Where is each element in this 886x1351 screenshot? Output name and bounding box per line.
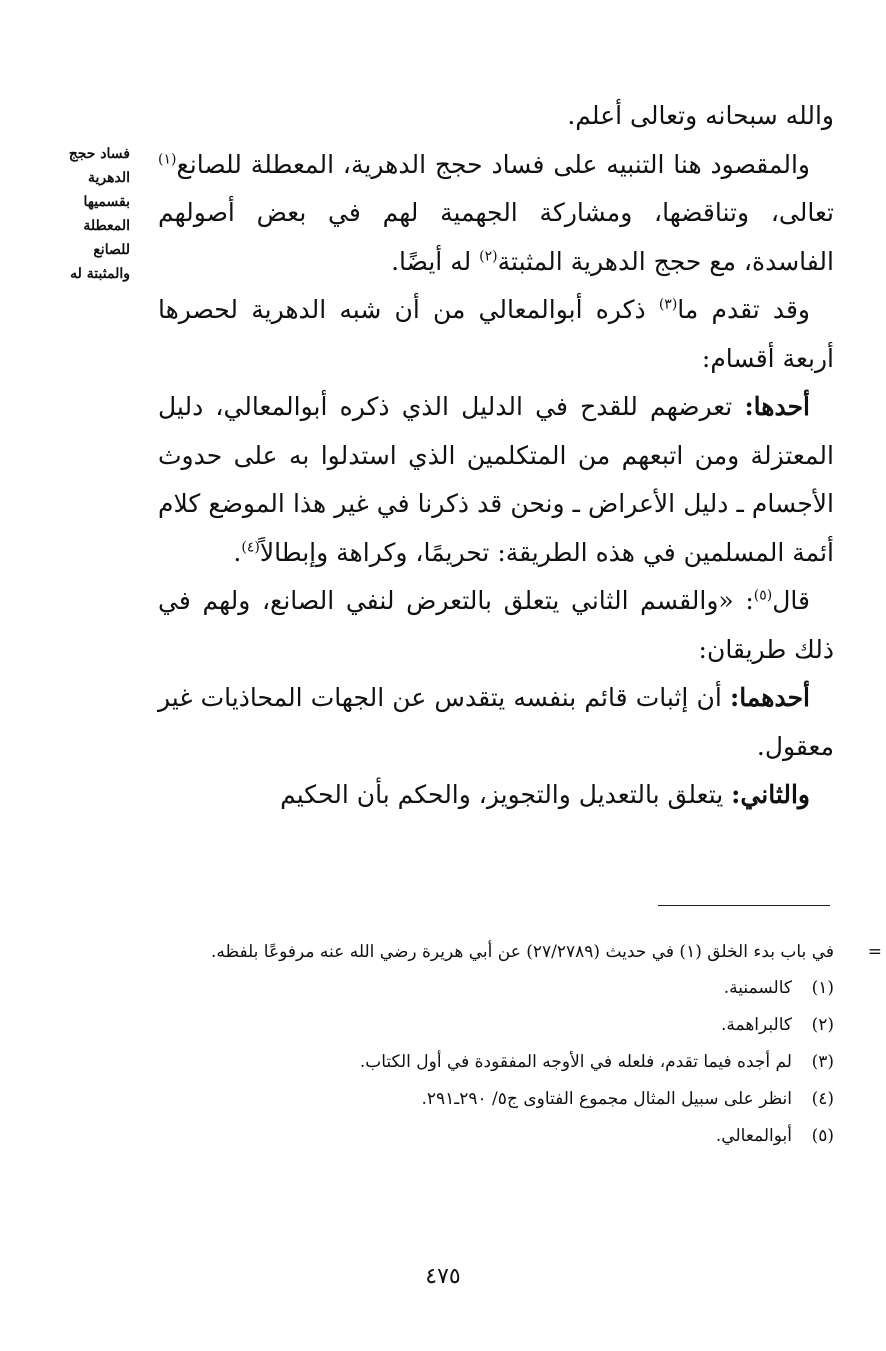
page-number: ٤٧٥	[425, 1264, 461, 1289]
footnotes	[158, 938, 882, 1159]
footnote	[158, 1122, 834, 1150]
paragraph	[158, 286, 834, 383]
margin-note-line: الدهرية	[87, 170, 130, 186]
footnote-ref[interactable]: (١)	[158, 151, 177, 168]
paragraph	[158, 141, 834, 287]
footnote-number: (٢)	[811, 1015, 834, 1035]
footnote-text: في باب بدء الخلق (١) في حديث (٢٧/٢٧٨٩) عن أبي هريرة رضي الله عنه مرفوعًا بلفظه.	[210, 942, 834, 962]
footnote-text: انظر على سبيل المثال مجموع الفتاوى ج٥/ ٢٩٠ـ٢٩١.	[421, 1089, 792, 1109]
margin-note-line: المعطلة	[83, 218, 130, 234]
footnote-text: أبوالمعالي.	[715, 1126, 792, 1146]
footnote-ref[interactable]: (٢)	[479, 248, 498, 265]
section-term: أحدها:	[744, 392, 810, 421]
footnote	[158, 1085, 834, 1113]
footnote	[158, 1011, 834, 1039]
paragraph: والله سبحانه وتعالى أعلم.	[567, 101, 834, 130]
footnote-ref[interactable]: (٥)	[753, 587, 773, 604]
section-term: والثاني:	[731, 780, 810, 809]
text-run: له أيضًا.	[391, 246, 480, 276]
text-run: ذكره أبوالمعالي من أن شبه الدهرية لحصرها أربعة أقسام:	[158, 295, 834, 373]
margin-note-line: للصانع	[93, 242, 130, 258]
main-text	[158, 92, 834, 820]
footnote-continuation	[158, 938, 882, 966]
paragraph	[158, 383, 834, 577]
text-run: تعالى، وتناقضها، ومشاركة الجهمية لهم في بعض أصولهم الفاسدة، مع حجج الدهرية المثبتة	[158, 198, 834, 276]
text-run: تعرضهم للقدح في الدليل الذي ذكره أبوالمعالي، دليل المعتزلة ومن اتبعهم من المتكلمين الذي استدلوا به على حدوث الأجسام ـ دليل الأعراض ـ ونحن قد ذكرنا في غير هذا الموضع كلام أئمة المسلمين في هذه الطريقة: تحريمًا، وكراهة وإبطالاً	[158, 392, 834, 567]
footnote-number: (١)	[811, 978, 834, 998]
margin-note	[48, 142, 130, 286]
text-run: قال	[772, 586, 810, 615]
text-run: .	[233, 537, 242, 567]
footnote-ref[interactable]: (٣)	[658, 296, 678, 313]
footnote-text: كالبراهمة.	[721, 1015, 792, 1035]
footnote	[158, 974, 834, 1002]
footnote-number: (٤)	[811, 1089, 834, 1109]
footnote-ref[interactable]: (٤)	[241, 539, 260, 556]
footnote-number: (٣)	[811, 1052, 834, 1072]
footnote-text: لم أجده فيما تقدم، فلعله في الأوجه المفقودة في أول الكتاب.	[359, 1052, 792, 1072]
margin-note-line: والمثبتة له	[70, 266, 130, 282]
margin-note-line: بقسميها	[83, 194, 130, 210]
text-run: والمقصود هنا التنبيه على فساد حجج الدهرية، المعطلة للصانع	[176, 149, 810, 179]
paragraph	[158, 771, 834, 820]
text-run: : «والقسم الثاني يتعلق بالتعرض لنفي الصانع، ولهم في ذلك طريقان:	[158, 586, 834, 664]
section-term: أحدهما:	[729, 683, 810, 712]
text-run: وقد تقدم ما	[677, 295, 810, 324]
continuation-marker: =	[867, 942, 882, 962]
footnote-text: كالسمنية.	[723, 978, 792, 998]
text-run: أن إثبات قائم بنفسه يتقدس عن الجهات المحاذيات غير معقول.	[158, 683, 834, 761]
text-run: يتعلق بالتعديل والتجويز، والحكم بأن الحكيم	[280, 780, 732, 809]
footnote-number: (٥)	[811, 1126, 834, 1146]
footnote-divider	[658, 905, 830, 906]
paragraph	[158, 674, 834, 771]
margin-note-line: فساد حجج	[68, 146, 130, 162]
footnote	[158, 1048, 834, 1076]
paragraph	[158, 577, 834, 674]
